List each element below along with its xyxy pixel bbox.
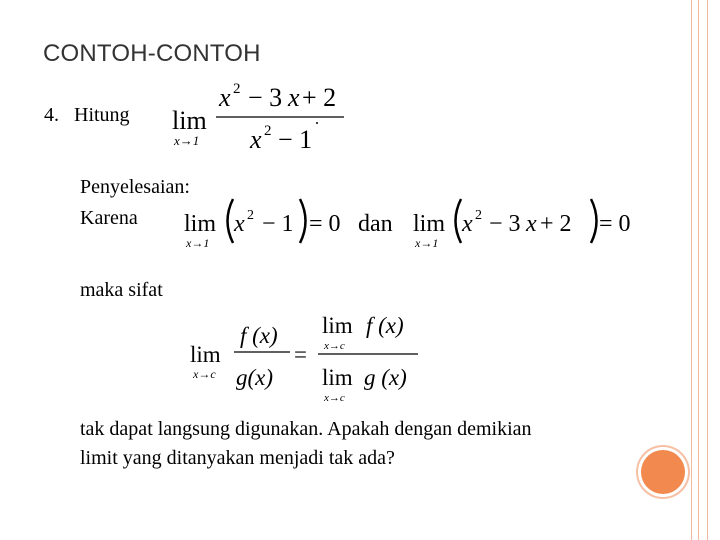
limit-subscript: x→1: [186, 236, 210, 250]
limit-subscript: x→1: [415, 236, 439, 250]
numerator-exponent: 2: [233, 81, 241, 97]
denominator-minus-1: − 1: [278, 125, 313, 154]
dot-mark: [316, 122, 318, 124]
dan-word: dan: [358, 211, 393, 237]
numerator-plus-2: + 2: [302, 83, 337, 112]
denominator-x: x: [250, 125, 262, 154]
solution-label: Penyelesaian:: [80, 176, 190, 198]
lim-f: f (x): [366, 313, 404, 338]
question-number: 4.: [44, 104, 59, 126]
because-text: Karena: [80, 207, 138, 229]
expr-x: x: [462, 211, 473, 237]
expr-exponent: 2: [475, 208, 482, 223]
lim-operator: lim: [172, 106, 207, 135]
expr-exponent: 2: [247, 208, 254, 223]
limit-subscript: x→c: [193, 367, 216, 381]
question-limit-expression: [172, 81, 344, 154]
numerator-x: x: [219, 83, 231, 112]
numerator-f: f (x): [240, 323, 278, 348]
left-paren: [456, 199, 462, 243]
limit-subscript: x→c: [324, 392, 345, 404]
then-text: maka sifat: [80, 279, 163, 301]
conclusion-line-1: tak dapat langsung digunakan. Apakah dengan demikian: [80, 418, 532, 440]
expr-plus-2: + 2: [540, 211, 572, 237]
denominator-g: g(x): [236, 365, 274, 390]
numerator-x-term: x: [288, 83, 300, 112]
numerator-minus-3: − 3: [248, 83, 283, 112]
quotient-rule-expression: [190, 313, 418, 404]
equals-zero: = 0: [309, 211, 341, 237]
lim-operator: lim: [322, 313, 353, 338]
lim-operator: lim: [413, 211, 446, 237]
lim-g: g (x): [364, 365, 407, 390]
limit-subscript: x→c: [324, 340, 345, 352]
denominator-exponent: 2: [264, 123, 272, 139]
question-text: Hitung: [74, 104, 130, 126]
equals-zero: = 0: [599, 211, 631, 237]
expr-minus-3: − 3: [489, 211, 521, 237]
right-paren: [591, 199, 597, 243]
slide-title: CONTOH-CONTOH: [43, 40, 261, 67]
expr-x-term: x: [526, 211, 537, 237]
right-paren: [300, 199, 306, 243]
conclusion-line-2: limit yang ditanyakan menjadi tak ada?: [80, 447, 395, 469]
lim-operator: lim: [184, 211, 217, 237]
left-paren: [228, 199, 234, 243]
lim-operator: lim: [322, 365, 353, 390]
limit-subscript: x→1: [174, 133, 200, 148]
expr-minus-1: − 1: [262, 211, 294, 237]
expr-x: x: [234, 211, 245, 237]
karena-limits-expression: [184, 199, 631, 250]
lim-operator: lim: [190, 342, 221, 367]
equals-sign: =: [294, 342, 307, 367]
